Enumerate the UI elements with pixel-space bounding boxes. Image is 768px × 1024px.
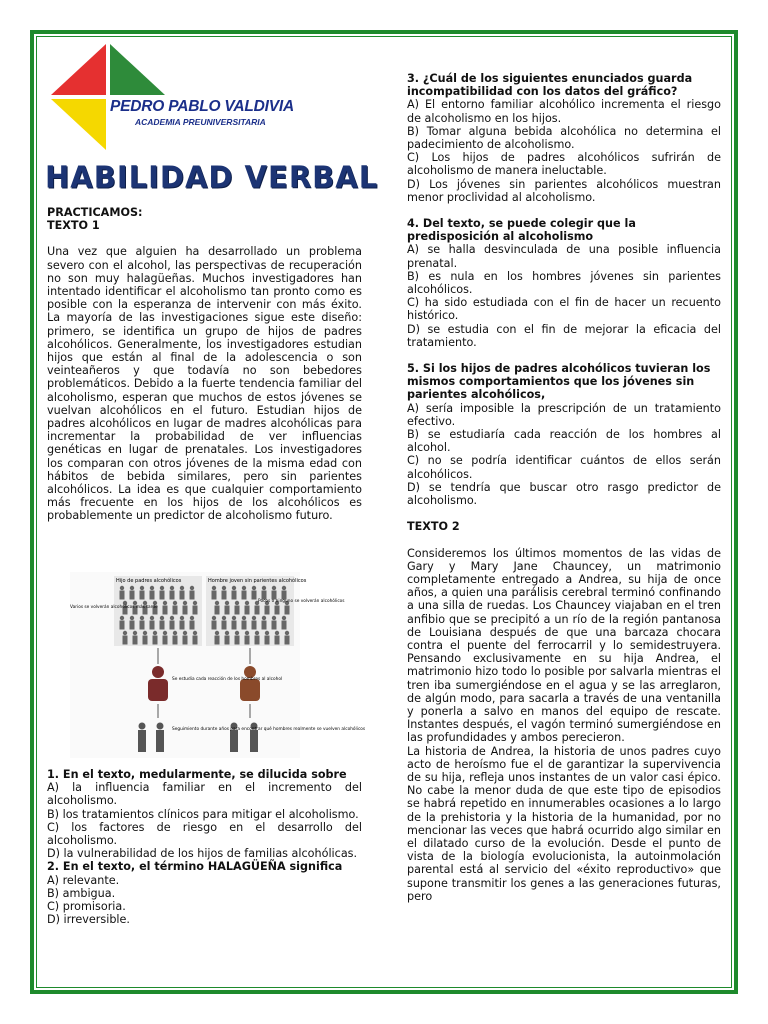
crowd-person-head [225,601,229,605]
crowd-person-head [212,586,216,590]
crowd-person-head [282,616,286,620]
crowd-person-body [275,636,280,645]
figure-right-group-label: Hombre joven sin parientes alcohólicos [208,578,307,584]
crowd-person-body [183,606,188,615]
crowd-person-head [235,631,239,635]
crowd-person-head [225,631,229,635]
crowd-person-body [140,591,145,600]
left-questions [47,768,362,926]
crowd-person-head [212,616,216,620]
crowd-person-body [123,636,128,645]
question-block [47,860,362,926]
question-stem: 5. Si los hijos de padres alcohólicos tuvieran los mismos comportamientos que los jóvenes sin parientes alcohólicos, [407,362,711,402]
answer-option: D) se estudia con el fin de mejorar la eficacia del tratamiento. [407,322,721,349]
crowd-person-body [160,621,165,630]
crowd-person-body [265,606,270,615]
crowd-person-body [225,636,230,645]
crowd-person-body [212,621,217,630]
crowd-person-body [173,606,178,615]
text1-label: TEXTO 1 [47,219,100,233]
crowd-person-body [170,621,175,630]
crowd-person-head [130,616,134,620]
figure-bottom-label: Seguimiento durante años para encontrar qué hombres realmente se vuelven alcohólicos [172,727,366,732]
crowd-person-head [242,616,246,620]
crowd-person-body [193,606,198,615]
crowd-person-head [275,631,279,635]
crowd-person-body [222,591,227,600]
crowd-person-head [173,631,177,635]
crowd-person-body [252,591,257,600]
crowd-person-head [140,616,144,620]
crowd-person-head [245,601,249,605]
answer-option: A) El entorno familiar alcohólico incrementa el riesgo de alcoholismo en los hijos. [407,98,721,125]
crowd-person-body [190,591,195,600]
question-block [407,72,721,204]
crowd-person-head [245,631,249,635]
crowd-person-head [190,616,194,620]
answer-option: B) ambigua. [47,886,116,900]
crowd-person-body [282,621,287,630]
text2-label: TEXTO 2 [407,520,460,534]
answer-option: B) los tratamientos clínicos para mitigar el alcoholismo. [47,807,359,821]
crowd-person-head [120,616,124,620]
crowd-person-head [163,631,167,635]
crowd-person-head [193,601,197,605]
crowd-person-head [180,586,184,590]
answer-option: D) la vulnerabilidad de los hijos de familias alcohólicas. [47,847,358,861]
crowd-person-head [150,586,154,590]
crowd-person-head [150,616,154,620]
crowd-person-head [160,586,164,590]
answer-option: C) los factores de riesgo en el desarrollo del alcoholismo. [47,820,362,848]
crowd-person-head [255,631,259,635]
crowd-person-head [232,616,236,620]
person-right-icon [240,666,260,701]
people-bottom-left-icon [138,723,164,753]
crowd-person-body [232,591,237,600]
answer-option: B) Tomar alguna bebida alcohólica no determina el padecimiento de alcoholismo. [407,124,721,152]
crowd-person-body [150,591,155,600]
crowd-person-body [215,636,220,645]
crowd-person-body [225,606,230,615]
question-stem: 1. En el texto, medularmente, se dilucida sobre [47,768,347,781]
answer-option: D) Los jóvenes sin parientes alcohólicos muestran menor proclividad al alcoholismo. [407,177,721,204]
answer-option: D) irreversible. [47,913,130,927]
crowd-person-head [180,616,184,620]
text1-paragraph: Una vez que alguien ha desarrollado un problema severo con el alcohol, las perspectivas de recuperación no son muy halagüeñas. Muchos investigadores han intentado identificar el alcoholismo tan pronto como es posible con la esperanza de intervenir con más éxito. La mayoría de las investigaciones sigue este diseño: primero, se identifica un grupo de hijos de padres alcohólicos. Generalmente, los investigadores estudian hijos que están al final de la adolescencia o son veinteañeros y que todavía no son bebedores problemáticos. Debido a la fuerte tendencia familiar del alcoholismo, esperan que muchos de estos jóvenes se vuelvan alcohólicos en el futuro. Estudian hijos de padres alcohólicos en lugar de madres alcohólicas para incrementar la probabilidad de ver influencias genéticas en lugar de prenatales. Los investigadores los comparan con otros jóvenes de la misma edad con hábitos de bebida similares, pero sin parientes alcohólicos. La idea es que cualquier comportamiento más frecuente en los hijos de los alcohólicos es probablemente un predictor de alcoholismo futuro. [47,245,362,523]
crowd-person-body [242,591,247,600]
crowd-person-head [215,601,219,605]
crowd-person-body [183,636,188,645]
figure-side-right-label: Pocos o ninguno se volverán alcohólicos [258,599,345,604]
crowd-person-head [282,586,286,590]
left-column [47,206,362,523]
crowd-person-body [133,636,138,645]
question-stem: 2. En el texto, el término HALAGÜEÑA significa [47,860,343,874]
person-left-icon [148,666,168,701]
crowd-person-body [120,621,125,630]
crowd-person-head [272,616,276,620]
crowd-person-body [190,621,195,630]
answer-option: A) la influencia familiar en el incremento del alcoholismo. [47,781,362,808]
academy-logo [48,42,308,152]
logo-triangles-icon [48,42,168,152]
answer-option: A) se halla desvinculada de una posible influencia prenatal. [407,243,721,270]
text2-paragraph-1: Consideremos los últimos momentos de las vidas de Gary y Mary Jane Chauncey, un matrimonio completamente entregado a Andrea, su hija de once años, a quien una parálisis cerebral terminó confinando a una silla de ruedas. Los Chauncey viajaban en el tren anfibio que se precipitó a un río de la región pantanosa de Louisiana después de que una barcaza chocara contra el puente del ferrocarril y lo semidestruyera. Pensando exclusivamente en su hija Andrea, el matrimonio hizo todo lo posible por salvarla mientras el tren iba sumergiéndose en el agua y se las arreglaron, de algún modo, para sacarla a través de una ventanilla y ponerla a salvo en manos del equipo de rescate. Instantes después, el vagón terminó sumergiéndose en las profundidades y ambos perecieron. [407,546,721,745]
crowd-person-body [235,606,240,615]
crowd-person-body [180,621,185,630]
crowd-person-body [173,636,178,645]
crowd-person-head [242,586,246,590]
question-stem: 4. Del texto, se puede colegir que la predisposición al alcoholismo [407,217,636,244]
answer-option: A) sería imposible la prescripción de un tratamiento efectivo. [407,401,721,428]
study-diagram [70,572,366,758]
crowd-person-body [285,606,290,615]
crowd-person-head [163,601,167,605]
crowd-person-head [143,631,147,635]
crowd-person-body [130,591,135,600]
answer-option: B) se estudiaría cada reacción de los hombres al alcohol. [407,428,721,455]
figure-middle-label: Se estudia cada reacción de los hombres al alcohol [172,677,283,682]
crowd-person-head [130,586,134,590]
crowd-person-body [160,591,165,600]
crowd-person-body [272,621,277,630]
crowd-person-head [215,631,219,635]
crowd-person-head [272,586,276,590]
crowd-person-head [153,631,157,635]
crowd-person-body [163,606,168,615]
crowd-person-body [222,621,227,630]
right-column [407,72,721,903]
crowd-person-body [153,636,158,645]
figure-side-left-label: Varios se volverán alcohólicos más tarde [70,605,158,610]
crowd-person-head [140,586,144,590]
question-block [407,362,721,507]
answer-option: C) Los hijos de padres alcohólicos sufrirán de alcoholismo de manera ineluctable. [407,151,721,178]
crowd-person-head [173,601,177,605]
crowd-person-head [252,586,256,590]
logo-name: PEDRO PABLO VALDIVIA [110,98,295,115]
crowd-person-body [140,621,145,630]
crowd-person-body [120,591,125,600]
logo-subtitle: ACADEMIA PREUNIVERSITARIA [135,117,266,127]
right-questions [407,72,721,507]
crowd-person-body [212,591,217,600]
crowd-person-body [245,606,250,615]
crowd-person-head [232,586,236,590]
answer-option: A) relevante. [47,873,120,887]
crowd-person-body [143,636,148,645]
crowd-person-head [222,586,226,590]
crowd-person-body [262,621,267,630]
crowd-person-head [265,631,269,635]
crowd-person-head [190,586,194,590]
crowd-person-body [255,636,260,645]
crowd-person-body [245,636,250,645]
crowd-person-head [262,616,266,620]
crowd-person-body [275,606,280,615]
figure-left-group-label: Hijo de padres alcohólicos [116,578,182,584]
question-block [407,217,721,349]
crowd-person-head [170,586,174,590]
crowd-person-head [120,586,124,590]
crowd-person-body [163,636,168,645]
crowd-person-head [285,631,289,635]
answer-option: D) se tendría que buscar otro rasgo predictor de alcoholismo. [407,480,721,508]
crowd-person-body [232,621,237,630]
answer-option: C) promisoria. [47,900,126,914]
crowd-person-head [133,631,137,635]
crowd-person-head [193,631,197,635]
crowd-person-body [150,621,155,630]
answer-option: B) es nula en los hombres jóvenes sin parientes alcohólicos. [407,269,721,297]
crowd-person-head [183,601,187,605]
crowd-person-body [130,621,135,630]
text2-paragraph-2: La historia de Andrea, la historia de unos padres cuyo acto de heroísmo fue el de garantizar la supervivencia de su hija, refleja unos instantes de un valor casi épico. No cabe la menor duda de que este tipo de episodios se habrá repetido en innumerables ocasiones a lo largo de la prehistoria y la historia de la humanidad, por no mencionar las veces que habrá ocurrido algo similar en el dilatado curso de la evolución. Desde el punto de vista de la biología evolucionista, la autoinmolación parental está al servicio del «éxito reproductivo» que supone transmitir los genes a las generaciones futuras, pero [407,744,721,903]
crowd-person-body [215,606,220,615]
crowd-person-body [193,636,198,645]
crowd-person-body [235,636,240,645]
crowd-person-head [123,631,127,635]
section-heading: PRACTICAMOS: [47,206,143,219]
question-stem: 3. ¿Cuál de los siguientes enunciados guarda incompatibilidad con los datos del gráfico? [407,72,693,99]
crowd-person-head [160,616,164,620]
crowd-person-head [252,616,256,620]
question-block [47,768,362,860]
crowd-person-body [265,636,270,645]
crowd-person-head [170,616,174,620]
answer-option: C) ha sido estudiada con el fin de hacer un recuento histórico. [407,296,721,323]
crowd-person-body [242,621,247,630]
crowd-person-body [170,591,175,600]
crowd-person-head [222,616,226,620]
crowd-person-body [255,606,260,615]
crowd-person-head [183,631,187,635]
crowd-person-head [262,586,266,590]
crowd-person-body [252,621,257,630]
answer-option: C) no se podría identificar cuántos de ellos serán alcohólicos. [407,454,721,481]
crowd-person-body [285,636,290,645]
crowd-person-body [180,591,185,600]
page-title: HABILIDAD VERBAL [45,159,379,195]
crowd-person-head [235,601,239,605]
